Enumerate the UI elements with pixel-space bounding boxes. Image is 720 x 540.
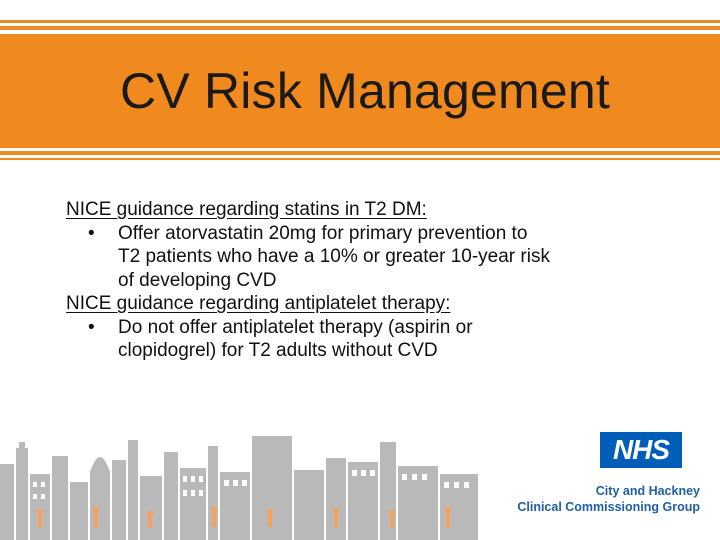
bullet-statins (66, 222, 666, 293)
org-line-1: City and Hackney (595, 484, 700, 498)
bullet-dot: • (88, 222, 95, 244)
section-heading-antiplatelet: NICE guidance regarding antiplatelet therapy: (66, 293, 451, 314)
section-heading-statins: NICE guidance regarding statins in T2 DM: (66, 199, 427, 220)
bullet-line: T2 patients who have a 10% or greater 10-year risk (118, 246, 550, 267)
top-stripe (0, 26, 720, 30)
bottom-stripe-thin (0, 158, 720, 160)
logo-area (478, 412, 720, 540)
nhs-logo (600, 432, 682, 468)
nhs-logo-text: NHS (612, 434, 670, 465)
footer-band (0, 412, 720, 540)
city-skyline-illustration (0, 412, 478, 540)
bullet-line: Offer atorvastatin 20mg for primary prevention to (118, 222, 528, 244)
bullet-dot: • (88, 316, 95, 338)
bullet-antiplatelet (66, 316, 666, 363)
bullet-line: Do not offer antiplatelet therapy (aspirin or (118, 316, 473, 338)
bottom-stripe (0, 151, 720, 155)
slide-title: CV Risk Management (120, 63, 610, 119)
slide-content (66, 198, 666, 363)
bullet-line: clopidogrel) for T2 adults without CVD (118, 340, 438, 361)
organisation-name (517, 484, 700, 515)
org-line-2: Clinical Commissioning Group (517, 499, 700, 514)
top-stripe-thin (0, 20, 720, 23)
bullet-line: of developing CVD (118, 269, 277, 291)
